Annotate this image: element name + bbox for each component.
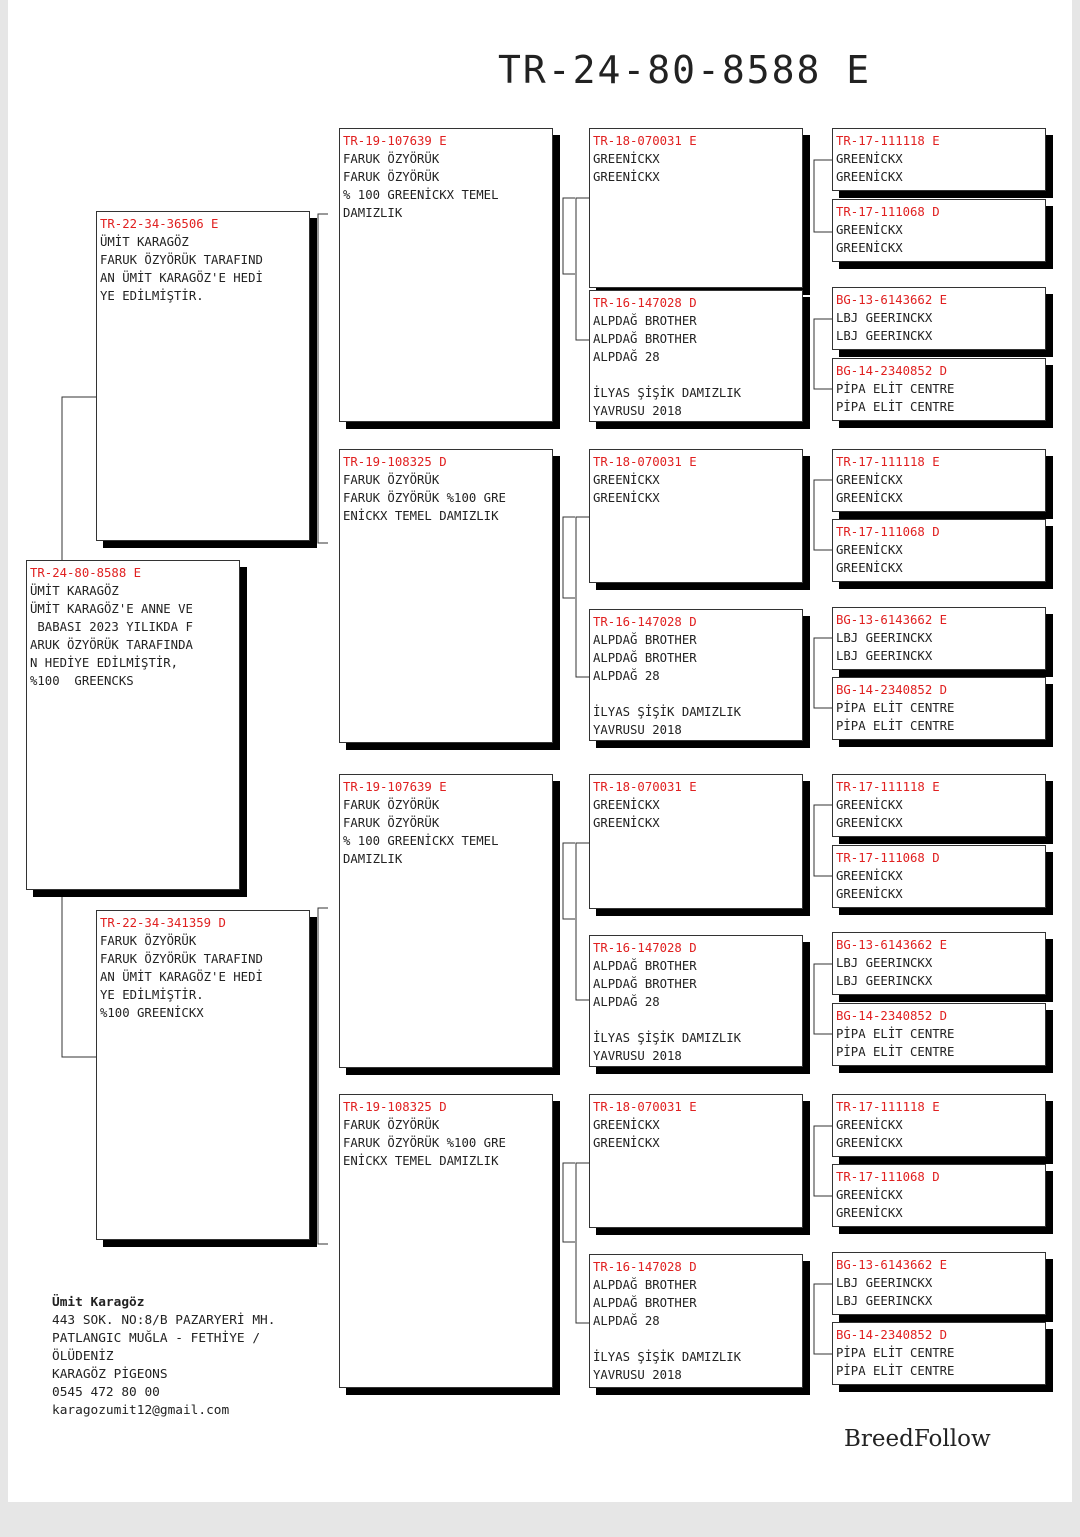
card-line: YE EDİLMİŞTİR. [100, 289, 204, 303]
ring-number: BG-14-2340852 D [836, 1009, 948, 1023]
brand-logo: BreedFollow [844, 1426, 991, 1452]
subject-card [26, 560, 240, 890]
card-line: LBJ GEERINCKX [836, 649, 933, 663]
ring-number: BG-14-2340852 D [836, 683, 948, 697]
card-line [593, 366, 799, 384]
connector-bracket [318, 214, 328, 543]
card-line: FARUK ÖZYÖRÜK [343, 170, 440, 184]
great-great-grandparent-card-15 [832, 1252, 1046, 1315]
card-line: ALPDAĞ BROTHER [593, 1296, 697, 1310]
card-line: ENİCKX TEMEL DAMIZLIK [343, 509, 499, 523]
ring-number: TR-19-107639 E [343, 780, 447, 794]
owner-email: karagozumit12@gmail.com [52, 1403, 230, 1418]
card-line: ALPDAĞ BROTHER [593, 651, 697, 665]
ring-number: TR-19-107639 E [343, 134, 447, 148]
card-line: PİPA ELİT CENTRE [836, 701, 955, 715]
ring-number: TR-18-070031 E [593, 1100, 697, 1114]
ring-number: BG-13-6143662 E [836, 1258, 948, 1272]
great-great-grandparent-card-4 [832, 358, 1046, 421]
connector-bracket [814, 1126, 832, 1196]
card-line: DAMIZLIK [343, 206, 403, 220]
card-line: ALPDAĞ BROTHER [593, 959, 697, 973]
connector-bracket [563, 198, 575, 274]
card-line: BABASI 2023 YILIKDA F [30, 620, 193, 634]
card-line: ARUK ÖZYÖRÜK TARAFINDA [30, 638, 193, 652]
great-great-grandparent-card-5 [832, 449, 1046, 512]
connector-bracket [814, 319, 832, 389]
great-great-grandparent-card-11 [832, 932, 1046, 995]
card-line: PİPA ELİT CENTRE [836, 1364, 955, 1378]
card-line: ALPDAĞ 28 [593, 669, 660, 683]
card-line: AN ÜMİT KARAGÖZ'E HEDİ [100, 271, 263, 285]
great-great-grandparent-card-13 [832, 1094, 1046, 1157]
pedigree-page [8, 0, 1072, 1502]
connector-bracket [814, 964, 832, 1034]
card-line: FARUK ÖZYÖRÜK [343, 473, 440, 487]
card-line [593, 685, 799, 703]
sire-card [96, 211, 310, 541]
card-line: FARUK ÖZYÖRÜK [343, 798, 440, 812]
card-line: GREENİCKX [836, 543, 903, 557]
ring-number: TR-17-111118 E [836, 134, 940, 148]
card-line: FARUK ÖZYÖRÜK %100 GRE [343, 491, 506, 505]
card-line: GREENİCKX [836, 887, 903, 901]
ring-number: BG-13-6143662 E [836, 938, 948, 952]
ring-number: TR-17-111118 E [836, 455, 940, 469]
ring-number: BG-13-6143662 E [836, 613, 948, 627]
connector-bracket [814, 805, 832, 876]
card-line: FARUK ÖZYÖRÜK TARAFIND [100, 253, 263, 267]
card-line: ALPDAĞ BROTHER [593, 633, 697, 647]
card-line: İLYAS ŞİŞİK DAMIZLIK [593, 1031, 742, 1045]
great-great-grandparent-card-9 [832, 774, 1046, 837]
card-line: GREENİCKX [836, 1118, 903, 1132]
card-line: GREENİCKX [593, 1136, 660, 1150]
card-line: YAVRUSU 2018 [593, 723, 682, 737]
owner-address-line-1: 443 SOK. NO:8/B PAZARYERİ MH. [52, 1313, 276, 1328]
ring-number: TR-16-147028 D [593, 615, 697, 629]
ring-number: TR-17-111068 D [836, 205, 940, 219]
card-line: YAVRUSU 2018 [593, 404, 682, 418]
card-line [593, 1011, 799, 1029]
connector-bracket [814, 160, 832, 232]
owner-loft-name: KARAGÖZ PİGEONS [52, 1367, 168, 1382]
card-line: LBJ GEERINCKX [836, 956, 933, 970]
card-line: GREENİCKX [836, 152, 903, 166]
ring-number: TR-18-070031 E [593, 134, 697, 148]
owner-address-line-2: PATLANGIC MUĞLA - FETHİYE / [52, 1331, 261, 1346]
ring-number: TR-18-070031 E [593, 455, 697, 469]
card-line: YAVRUSU 2018 [593, 1049, 682, 1063]
card-line: GREENİCKX [593, 170, 660, 184]
card-line: GREENİCKX [836, 1136, 903, 1150]
grandparent-card-4 [339, 1094, 553, 1388]
ring-number: TR-24-80-8588 E [30, 566, 142, 580]
card-line: GREENİCKX [836, 798, 903, 812]
ring-number: BG-14-2340852 D [836, 364, 948, 378]
card-line: %100 GREENCKS [30, 674, 134, 688]
card-line: FARUK ÖZYÖRÜK [343, 152, 440, 166]
card-line: YAVRUSU 2018 [593, 1368, 682, 1382]
card-line: FARUK ÖZYÖRÜK [343, 816, 440, 830]
card-line: GREENİCKX [593, 491, 660, 505]
card-line: % 100 GREENİCKX TEMEL [343, 834, 499, 848]
card-line: GREENİCKX [836, 170, 903, 184]
card-line: İLYAS ŞİŞİK DAMIZLIK [593, 705, 742, 719]
card-line: ALPDAĞ BROTHER [593, 332, 697, 346]
card-line: AN ÜMİT KARAGÖZ'E HEDİ [100, 970, 263, 984]
grandparent-card-1 [339, 128, 553, 422]
card-line: GREENİCKX [836, 473, 903, 487]
great-grandparent-card-6 [589, 935, 803, 1067]
card-line: FARUK ÖZYÖRÜK [343, 1118, 440, 1132]
card-line: ALPDAĞ BROTHER [593, 977, 697, 991]
dam-card [96, 910, 310, 1240]
ring-number: TR-18-070031 E [593, 780, 697, 794]
ring-number: TR-17-111068 D [836, 851, 940, 865]
ring-number: TR-16-147028 D [593, 941, 697, 955]
connector-bracket [563, 843, 575, 919]
card-line: GREENİCKX [593, 798, 660, 812]
connector-bracket [563, 517, 575, 598]
ring-number: TR-17-111118 E [836, 780, 940, 794]
card-line: GREENİCKX [593, 816, 660, 830]
card-line: LBJ GEERINCKX [836, 1294, 933, 1308]
card-line: ÜMİT KARAGÖZ [100, 235, 189, 249]
connector-bracket [814, 480, 832, 550]
great-grandparent-card-1 [589, 128, 803, 288]
great-great-grandparent-card-3 [832, 287, 1046, 350]
great-great-grandparent-card-10 [832, 845, 1046, 908]
connector-bracket [576, 517, 589, 677]
owner-phone: 0545 472 80 00 [52, 1385, 160, 1400]
great-great-grandparent-card-16 [832, 1322, 1046, 1385]
great-grandparent-card-4 [589, 609, 803, 741]
ring-number: TR-17-111068 D [836, 1170, 940, 1184]
card-line: GREENİCKX [836, 561, 903, 575]
card-line: LBJ GEERINCKX [836, 311, 933, 325]
card-line: GREENİCKX [593, 152, 660, 166]
connector-bracket [814, 1284, 832, 1354]
great-grandparent-card-3 [589, 449, 803, 583]
card-line: LBJ GEERINCKX [836, 329, 933, 343]
card-line: LBJ GEERINCKX [836, 631, 933, 645]
card-line: PİPA ELİT CENTRE [836, 382, 955, 396]
ring-number: TR-17-111068 D [836, 525, 940, 539]
connector-bracket [576, 1163, 589, 1323]
card-line: PİPA ELİT CENTRE [836, 719, 955, 733]
card-line: %100 GREENİCKX [100, 1006, 204, 1020]
grandparent-card-3 [339, 774, 553, 1068]
card-line: GREENİCKX [593, 1118, 660, 1132]
ring-number: TR-19-108325 D [343, 455, 447, 469]
great-great-grandparent-card-12 [832, 1003, 1046, 1066]
card-line: FARUK ÖZYÖRÜK %100 GRE [343, 1136, 506, 1150]
owner-info [52, 1294, 275, 1420]
grandparent-card-2 [339, 449, 553, 743]
card-line: N HEDİYE EDİLMİŞTİR, [30, 656, 179, 670]
card-line: GREENİCKX [836, 816, 903, 830]
owner-name: Ümit Karagöz [52, 1295, 145, 1310]
ring-number: TR-17-111118 E [836, 1100, 940, 1114]
card-line: GREENİCKX [836, 223, 903, 237]
connector-bracket [318, 908, 328, 1244]
card-line: PİPA ELİT CENTRE [836, 400, 955, 414]
card-line: PİPA ELİT CENTRE [836, 1045, 955, 1059]
card-line: PİPA ELİT CENTRE [836, 1027, 955, 1041]
great-great-grandparent-card-14 [832, 1164, 1046, 1227]
card-line: ÜMİT KARAGÖZ'E ANNE VE [30, 602, 193, 616]
great-great-grandparent-card-2 [832, 199, 1046, 262]
ring-number: BG-14-2340852 D [836, 1328, 948, 1342]
great-great-grandparent-card-7 [832, 607, 1046, 670]
owner-address-line-3: ÖLÜDENİZ [52, 1349, 114, 1364]
great-grandparent-card-2 [589, 290, 803, 422]
card-line: ALPDAĞ BROTHER [593, 314, 697, 328]
great-great-grandparent-card-6 [832, 519, 1046, 582]
card-line: ALPDAĞ BROTHER [593, 1278, 697, 1292]
card-line: ALPDAĞ 28 [593, 995, 660, 1009]
connector-bracket [814, 638, 832, 708]
card-line: ENİCKX TEMEL DAMIZLIK [343, 1154, 499, 1168]
card-line: İLYAS ŞİŞİK DAMIZLIK [593, 386, 742, 400]
card-line: DAMIZLIK [343, 852, 403, 866]
connector-bracket [576, 198, 589, 340]
ring-number: TR-16-147028 D [593, 1260, 697, 1274]
card-line: GREENİCKX [836, 1206, 903, 1220]
card-line: LBJ GEERINCKX [836, 974, 933, 988]
card-line: PİPA ELİT CENTRE [836, 1346, 955, 1360]
card-line: ALPDAĞ 28 [593, 1314, 660, 1328]
card-line: YE EDİLMİŞTİR. [100, 988, 204, 1002]
great-grandparent-card-7 [589, 1094, 803, 1228]
card-line [593, 1330, 799, 1348]
ring-number: TR-19-108325 D [343, 1100, 447, 1114]
card-line: ALPDAĞ 28 [593, 350, 660, 364]
card-line: GREENİCKX [836, 1188, 903, 1202]
great-grandparent-card-5 [589, 774, 803, 909]
ring-number: TR-22-34-341359 D [100, 916, 226, 930]
connector-bracket [563, 1163, 575, 1242]
card-line: GREENİCKX [593, 473, 660, 487]
ring-number: BG-13-6143662 E [836, 293, 948, 307]
card-line: ÜMİT KARAGÖZ [30, 584, 119, 598]
card-line: % 100 GREENİCKX TEMEL [343, 188, 499, 202]
card-line: GREENİCKX [836, 241, 903, 255]
card-line: LBJ GEERINCKX [836, 1276, 933, 1290]
great-great-grandparent-card-1 [832, 128, 1046, 191]
card-line: İLYAS ŞİŞİK DAMIZLIK [593, 1350, 742, 1364]
ring-number: TR-16-147028 D [593, 296, 697, 310]
great-grandparent-card-8 [589, 1254, 803, 1388]
great-great-grandparent-card-8 [832, 677, 1046, 740]
card-line: FARUK ÖZYÖRÜK [100, 934, 197, 948]
connector-bracket [576, 843, 589, 1000]
card-line: GREENİCKX [836, 869, 903, 883]
card-line: FARUK ÖZYÖRÜK TARAFIND [100, 952, 263, 966]
ring-number: TR-22-34-36506 E [100, 217, 219, 231]
card-line: GREENİCKX [836, 491, 903, 505]
pedigree-title: TR-24-80-8588 E [498, 48, 872, 92]
